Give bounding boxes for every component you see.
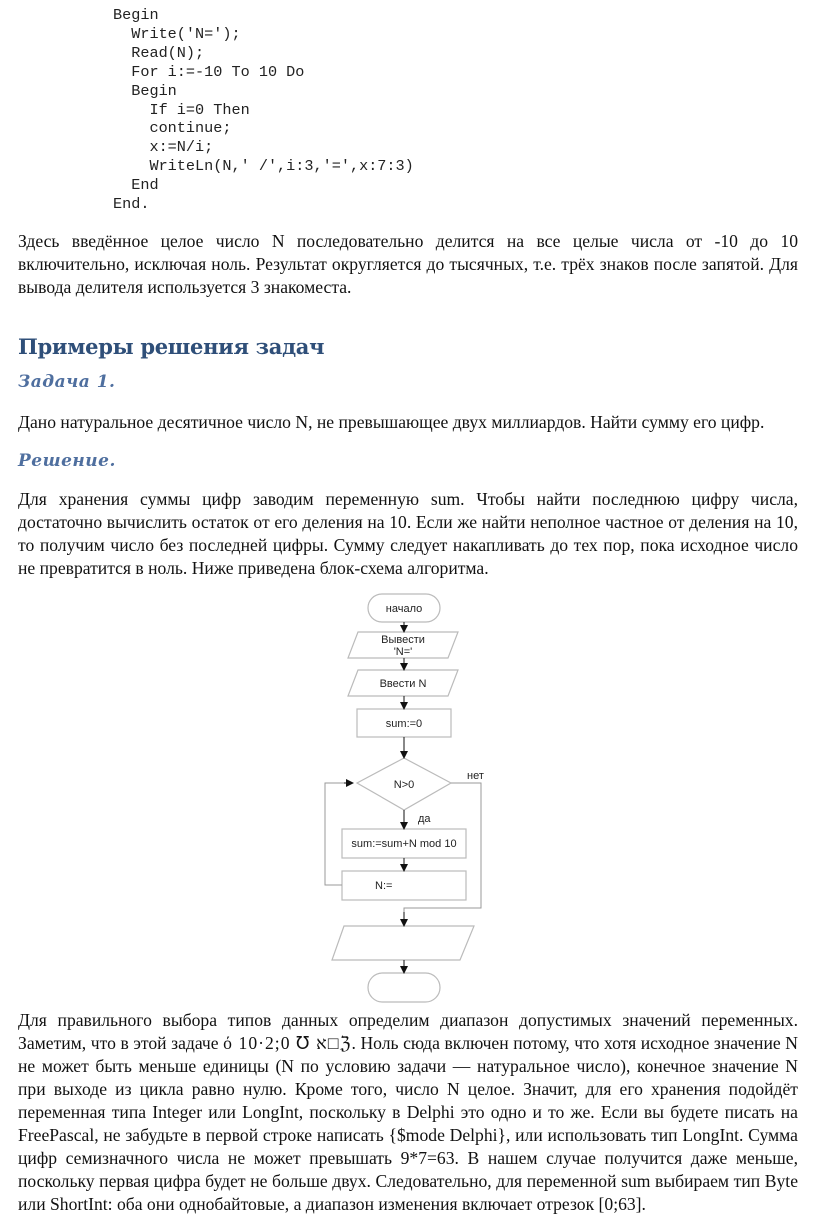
code-line: Write('N='); bbox=[113, 24, 241, 43]
code-line: WriteLn(N,' /',i:3,'=',x:7:3) bbox=[113, 157, 414, 176]
code-line: If i=0 Then bbox=[113, 100, 250, 119]
input-label: Ввести N bbox=[379, 678, 427, 690]
accumulate-label: sum:=sum+N mod 10 bbox=[351, 838, 457, 850]
task-heading: Задача 1. bbox=[18, 372, 116, 392]
garbled-math-formula: ό א ℧ 0;2·10□ℨ bbox=[223, 1033, 352, 1053]
code-line: For i:=-10 To 10 Do bbox=[113, 62, 305, 81]
init-label: sum:=0 bbox=[385, 718, 423, 730]
no-label: нет bbox=[467, 770, 484, 782]
code-line: End bbox=[113, 176, 159, 195]
output-prompt-label-2: 'N=' bbox=[393, 646, 413, 658]
types-paragraph bbox=[18, 1009, 798, 1216]
task-statement: Дано натуральное десятичное число N, не превышающее двух миллиардов. Найти сумму его цифр. bbox=[18, 412, 765, 432]
flowchart bbox=[300, 588, 520, 1008]
end-terminator bbox=[368, 973, 440, 1002]
condition-label: N>0 bbox=[393, 779, 415, 791]
solution-heading: Решение. bbox=[18, 451, 116, 471]
code-line: Begin bbox=[113, 6, 159, 24]
code-line: Read(N); bbox=[113, 43, 205, 62]
types-line2-after: . Ноль сюда включен потому, что хотя исходное значение bbox=[351, 1033, 781, 1053]
update-block bbox=[342, 871, 466, 900]
types-line2-before: Заметим, что в этой задаче bbox=[18, 1033, 224, 1053]
code-line: End. bbox=[113, 195, 150, 214]
output-result-block bbox=[332, 926, 474, 960]
update-label: N:= bbox=[375, 880, 393, 892]
output-prompt-label-1: Вывести bbox=[381, 634, 425, 646]
intro-paragraph: Здесь введённое целое число N последовательно делится на все целые числа от -10 до 10 включительно, исключая ноль. Результат округляется до тысячных, т.е. трёх знаков после запятой. Для вывода делителя используется 3 знакоместа. bbox=[18, 231, 798, 297]
code-line: continue; bbox=[113, 119, 232, 138]
solution-paragraph: Для хранения суммы цифр заводим переменную sum. Чтобы найти последнюю цифру числа, достаточно вычислить остаток от его деления на 10. Если же найти неполное частное от деления на 10, то получим число без последней цифры. Сумму следует накапливать до тех пор, пока исходное число не превратится в ноль. Ниже приведена блок-схема алгоритма. bbox=[18, 489, 798, 578]
code-line: x:=N/i; bbox=[113, 138, 214, 157]
section-heading: Примеры решения задач bbox=[18, 334, 325, 359]
yes-label: да bbox=[418, 813, 431, 825]
types-rest: N не может быть меньше единицы (N по условию задачи — натуральное число), конечное значение N при выходе из цикла равно нулю. Кроме того, число N целое. Значит, для его хранения подойдёт переменная типа Integer или LongInt, поскольку в Delphi это одно и то же. Если вы будете писать на FreePascal, не забудьте в первой строке написать {$mode Delphi}, или использовать тип LongInt. Сумма цифр семизначного числа не может превышать 9*7=63. В нашем случае получится даже меньше, поскольку первая цифра будет не больше двух. Следовательно, для переменной sum выбираем тип Byte или ShortInt: оба они однобайтовые, а диапазон изменения включает отрезок [0;63]. bbox=[18, 1033, 798, 1214]
code-line: Begin bbox=[113, 81, 177, 100]
start-label: начало bbox=[385, 603, 423, 615]
types-line1: Для правильного выбора типов данных определим диапазон допустимых значений переменных. bbox=[18, 1010, 798, 1030]
code-block bbox=[113, 6, 414, 214]
